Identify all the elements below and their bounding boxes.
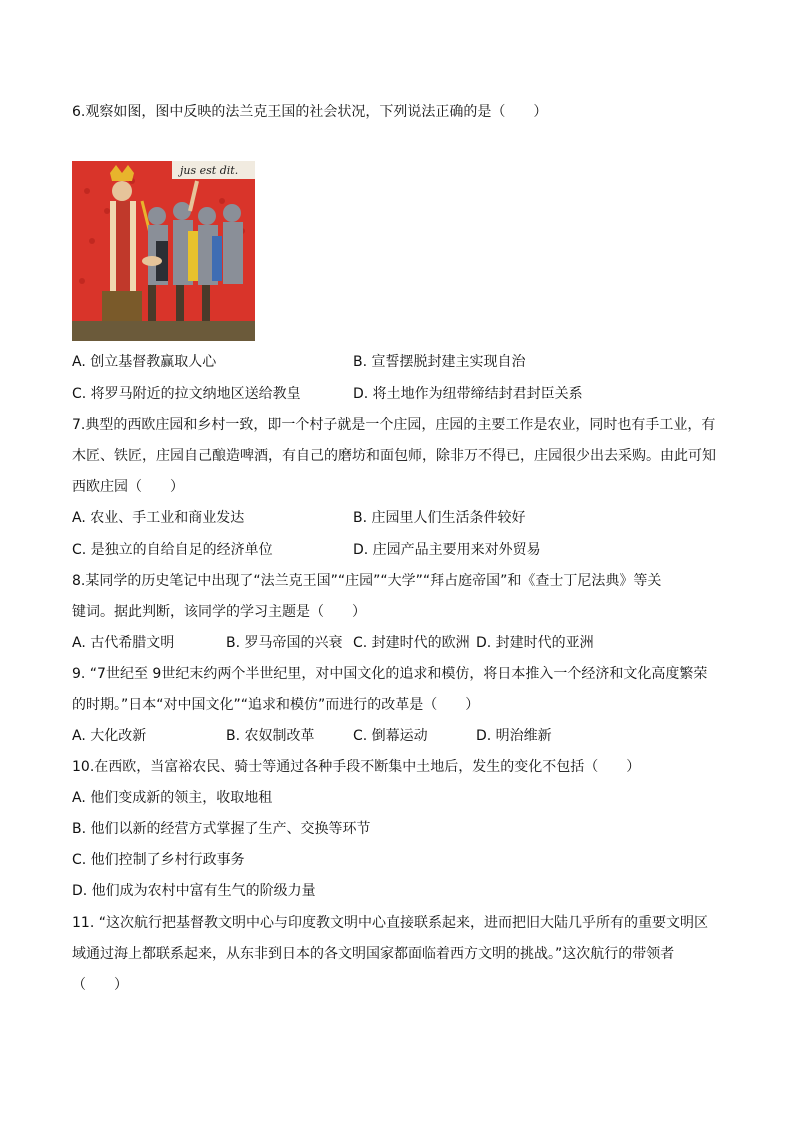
q6-stem: 6.观察如图，图中反映的法兰克王国的社会状况，下列说法正确的是（ ） (72, 104, 548, 120)
q10-stem: 10.在西欧，当富裕农民、骑士等通过各种手段不断集中土地后，发生的变化不包括（ ） (72, 759, 641, 775)
q7-option-b[interactable]: B. 庄园里人们生活条件较好 (353, 510, 526, 526)
q7-option-c[interactable]: C. 是独立的自给自足的经济单位 (72, 542, 273, 558)
q9-stem-line-1: 9. “7世纪至 9世纪末约两个半世纪里，对中国文化的追求和模仿，将日本推入一个经济和文化高度繁荣 (72, 666, 708, 682)
q8-option-a[interactable]: A. 古代希腊文明 (72, 635, 175, 651)
q6-figure (72, 161, 255, 341)
q8-stem-line-1: 8.某同学的历史笔记中出现了“法兰克王国”“庄园”“大学”“拜占庭帝国”和《查士丁尼法典》等关 (72, 573, 662, 589)
q11-stem-line-2: 域通过海上都联系起来，从东非到日本的各文明国家都面临着西方文明的挑战。”这次航行的带领者 (72, 946, 675, 962)
q7-option-a[interactable]: A. 农业、手工业和商业发达 (72, 510, 245, 526)
q9-option-a[interactable]: A. 大化改新 (72, 728, 147, 744)
q6-option-c[interactable]: C. 将罗马附近的拉文纳地区送给教皇 (72, 386, 301, 402)
q8-option-d[interactable]: D. 封建时代的亚洲 (476, 635, 594, 651)
q9-option-b[interactable]: B. 农奴制改革 (226, 728, 315, 744)
q11-stem-line-3: （ ） (72, 977, 128, 993)
figure-caption: jus est dit. (180, 164, 239, 177)
medieval-homage-illustration (72, 161, 255, 341)
q8-option-c[interactable]: C. 封建时代的欧洲 (353, 635, 470, 651)
q6-option-d[interactable]: D. 将土地作为纽带缔结封君封臣关系 (353, 386, 583, 402)
q7-stem-line-2: 木匠、铁匠，庄园自己酿造啤酒，有自己的磨坊和面包师，除非万不得已，庄园很少出去采购。由此可知 (72, 448, 716, 464)
q10-option-c[interactable]: C. 他们控制了乡村行政事务 (72, 852, 245, 868)
q7-option-d[interactable]: D. 庄园产品主要用来对外贸易 (353, 542, 541, 558)
q11-stem-line-1: 11. “这次航行把基督教文明中心与印度教文明中心直接联系起来，进而把旧大陆几乎所有的重要文明区 (72, 915, 708, 931)
q10-option-d[interactable]: D. 他们成为农村中富有生气的阶级力量 (72, 883, 316, 899)
q10-option-b[interactable]: B. 他们以新的经营方式掌握了生产、交换等环节 (72, 821, 371, 837)
q10-option-a[interactable]: A. 他们变成新的领主，收取地租 (72, 790, 273, 806)
q9-option-c[interactable]: C. 倒幕运动 (353, 728, 428, 744)
q9-option-d[interactable]: D. 明治维新 (476, 728, 552, 744)
q6-option-a[interactable]: A. 创立基督教赢取人心 (72, 354, 217, 370)
q8-stem-line-2: 键词。据此判断，该同学的学习主题是（ ） (72, 604, 366, 620)
q6-option-b[interactable]: B. 宣誓摆脱封建主实现自治 (353, 354, 526, 370)
q7-stem-line-3: 西欧庄园（ ） (72, 479, 184, 495)
q7-stem-line-1: 7.典型的西欧庄园和乡村一致，即一个村子就是一个庄园，庄园的主要工作是农业，同时也有手工业，有 (72, 417, 716, 433)
q9-stem-line-2: 的时期。”日本“对中国文化”“追求和模仿”而进行的改革是（ ） (72, 697, 480, 713)
q8-option-b[interactable]: B. 罗马帝国的兴衰 (226, 635, 343, 651)
